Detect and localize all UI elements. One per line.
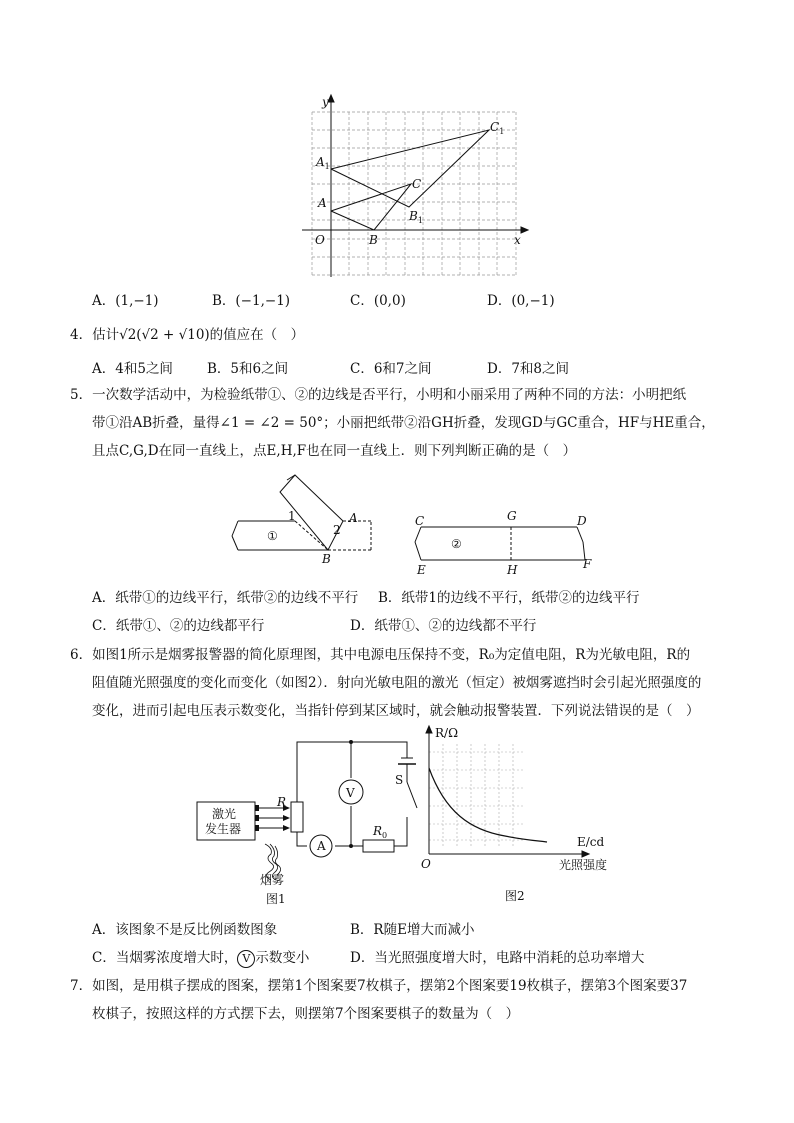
strip-1-label: ①: [267, 529, 278, 543]
q5-option-b[interactable]: B．纸带1的边线不平行，纸带②的边线平行: [378, 590, 640, 606]
point-a-label: A: [318, 196, 327, 210]
q4-stem: 4．估计√2(√2 + √10)的值应在（ ）: [70, 327, 305, 343]
point-c-label: C: [412, 177, 422, 191]
point-g-label: G: [507, 509, 517, 523]
r0-label: $R_0$: [373, 824, 388, 840]
q6-stem-line-3: 变化，进而引起电压表示数变化，当指针停到某区域时，就会触动报警装置．下列说法错误的是（ ）: [92, 703, 700, 719]
q7-stem-line-1: 7．如图，是用棋子摆成的图案，摆第1个图案要7枚棋子，摆第2个图案要19枚棋子，摆第3个图案要37: [70, 978, 688, 994]
point-c1-label: $C_1$: [490, 120, 505, 136]
point-b-label: B: [322, 552, 331, 566]
resistance-curve: [429, 768, 547, 842]
q6-stem-line-1: 6．如图1所示是烟雾报警器的简化原理图，其中电源电压保持不变，R₀为定值电阻，R为光敏电阻，R的: [70, 647, 691, 663]
figure-2-caption: 图2: [505, 889, 525, 903]
figure-1-caption: 图1: [266, 892, 286, 906]
q4-option-c[interactable]: C．6和7之间: [350, 361, 432, 377]
grid: [312, 112, 516, 275]
voltmeter-label: V: [346, 786, 355, 800]
laser-label-1: 激光: [212, 807, 237, 821]
q6-option-b[interactable]: B．R随E增大而减小: [350, 922, 475, 938]
q5-option-c[interactable]: C．纸带①、②的边线都平行: [92, 618, 265, 634]
point-h-label: H: [507, 563, 518, 577]
q3-coordinate-figure: [300, 95, 540, 285]
q5-paper-strips-figure: [225, 470, 610, 580]
q6-option-c-tail: 示数变小: [255, 950, 310, 966]
q6-option-c[interactable]: [92, 946, 309, 968]
origin-label: O: [421, 857, 431, 871]
point-e-label: E: [417, 563, 426, 577]
graph-grid: [429, 744, 525, 846]
q4-option-d[interactable]: D．7和8之间: [487, 361, 570, 377]
q4-option-b[interactable]: B．5和6之间: [207, 361, 289, 377]
ammeter-label: A: [317, 839, 326, 853]
laser-label-2: 发生器: [205, 822, 242, 836]
q5-stem-line-2: 带①沿AB折叠，量得∠1 = ∠2 = 50°；小丽把纸带②沿GH折叠，发现GD与GC重合，HF与HE重合，: [92, 415, 715, 431]
point-c-label: C: [415, 514, 425, 528]
resistor-r-label: R: [277, 795, 287, 809]
smoke-label: 烟雾: [260, 873, 285, 887]
strip-2-label: ②: [451, 537, 462, 551]
x-axis-name: 光照强度: [559, 858, 608, 872]
q5-stem-line-3: 且点C,G,D在同一直线上，点E,H,F也在同一直线上．则下列判断正确的是（ ）: [92, 443, 577, 459]
x-axis-label: E/cd: [577, 835, 605, 849]
y-axis-label: y: [322, 95, 329, 109]
q6-option-a[interactable]: A．该图象不是反比例函数图象: [92, 922, 278, 938]
q4-option-a[interactable]: A．4和5之间: [92, 361, 173, 377]
q6-stem-line-2: 阻值随光照强度的变化而变化（如图2）．射向光敏电阻的激光（恒定）被烟雾遮挡时会引起光照强度的: [92, 675, 702, 691]
y-axis-label: R/Ω: [435, 726, 459, 740]
point-b-label: B: [369, 233, 378, 247]
q3-option-d[interactable]: D．(0,−1): [487, 293, 555, 309]
strip-2: [415, 527, 585, 560]
q5-stem-line-1: 5．一次数学活动中，为检验纸带①、②的边线是否平行，小明和小丽采用了两种不同的方法：小明把纸: [70, 387, 687, 403]
q3-option-b[interactable]: B．(−1,−1): [212, 293, 291, 309]
point-b1-label: $B_1$: [409, 209, 423, 225]
q7-stem-line-2: 枚棋子，按照这样的方式摆下去，则摆第7个图案要棋子的数量为（ ）: [92, 1006, 520, 1022]
q3-option-a[interactable]: A．(1,−1): [92, 293, 159, 309]
point-a-label: A: [349, 511, 358, 525]
q5-option-a[interactable]: A．纸带①的边线平行，纸带②的边线不平行: [92, 590, 359, 606]
origin-label: O: [315, 233, 325, 247]
switch-label: S: [395, 773, 404, 787]
angle-1-label: 1: [288, 509, 296, 523]
q6-resistance-graph: [415, 722, 625, 907]
point-a1-label: $A_1$: [316, 155, 330, 171]
voltmeter-icon: V: [237, 950, 255, 968]
point-d-label: D: [577, 514, 587, 528]
angle-2-label: 2: [333, 523, 341, 537]
q6-circuit-figure: [195, 722, 430, 910]
q3-option-c[interactable]: C．(0,0): [350, 293, 406, 309]
point-f-label: F: [583, 557, 592, 571]
q6-option-d[interactable]: D．当光照强度增大时，电路中消耗的总功率增大: [350, 950, 645, 966]
x-axis-label: x: [514, 233, 521, 247]
q5-option-d[interactable]: D．纸带①、②的边线都不平行: [350, 618, 537, 634]
q6-option-c-text: C．当烟雾浓度增大时，: [92, 950, 238, 966]
